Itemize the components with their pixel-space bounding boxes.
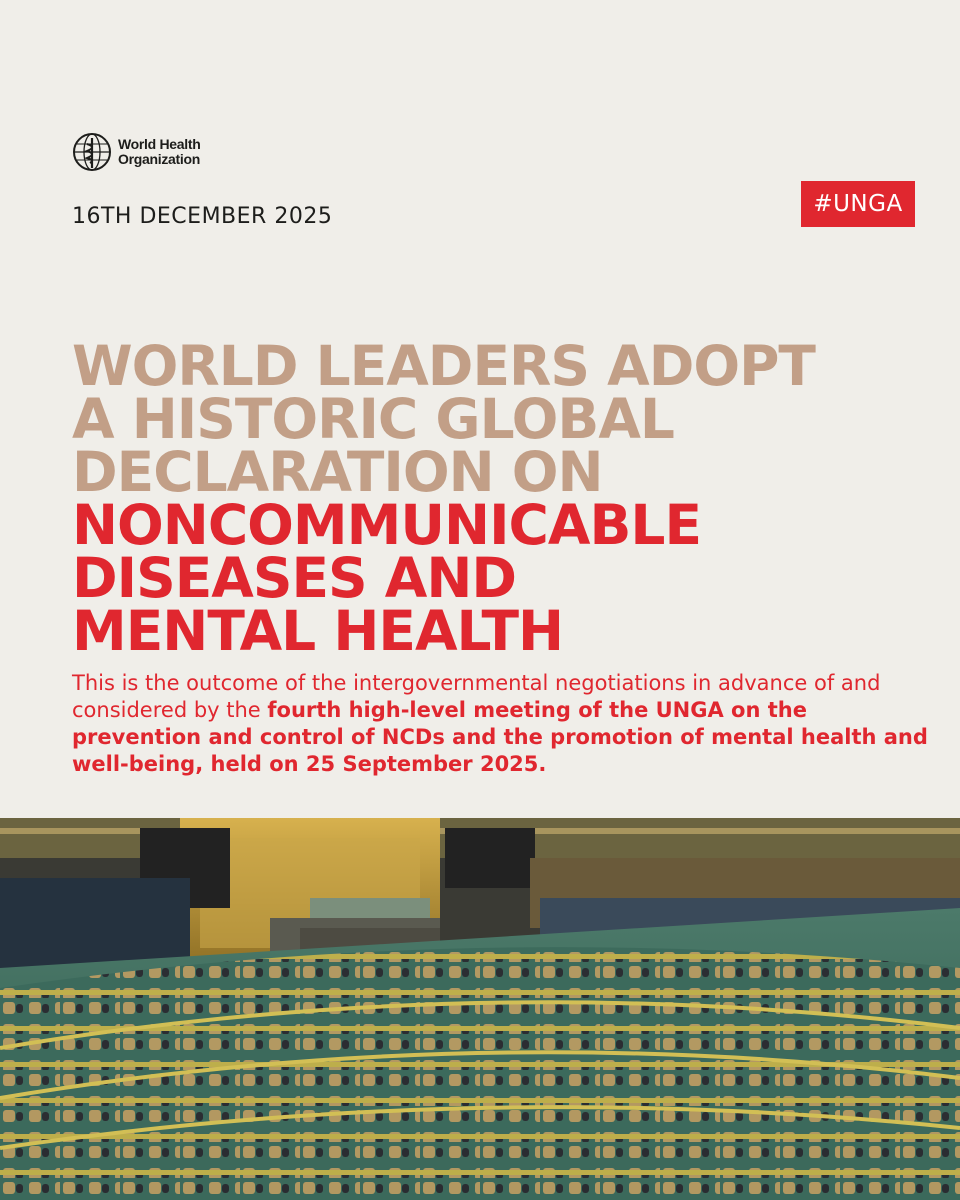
headline-line6: MENTAL HEALTH (72, 599, 563, 663)
who-emblem-icon (72, 132, 112, 172)
assembly-hall-photo (0, 818, 960, 1200)
assembly-hall-illustration (0, 818, 960, 1200)
headline-line3: DECLARATION ON (72, 440, 603, 504)
headline (72, 334, 942, 663)
org-name-line2: Organization (118, 151, 200, 167)
org-name-line1: World Health (118, 136, 201, 152)
headline-line4: NONCOMMUNICABLE (72, 493, 702, 557)
body-text-bold: fourth high-level meeting of the UNGA on the prevention and control of NCDs and the promotion of mental health and well-being, held on 25 September 2025. (72, 698, 928, 776)
body-text (72, 670, 942, 778)
who-logo (72, 132, 200, 172)
body-text-plain: This is the outcome of the intergovernmental negotiations in advance of and considered by the (72, 671, 881, 722)
hashtag-badge: #UNGA (801, 181, 915, 227)
headline-line1: WORLD LEADERS ADOPT (72, 334, 815, 398)
org-name (118, 137, 200, 167)
headline-line2: A HISTORIC GLOBAL (72, 387, 674, 451)
headline-line5: DISEASES AND (72, 546, 517, 610)
publish-date: 16TH DECEMBER 2025 (72, 204, 333, 229)
